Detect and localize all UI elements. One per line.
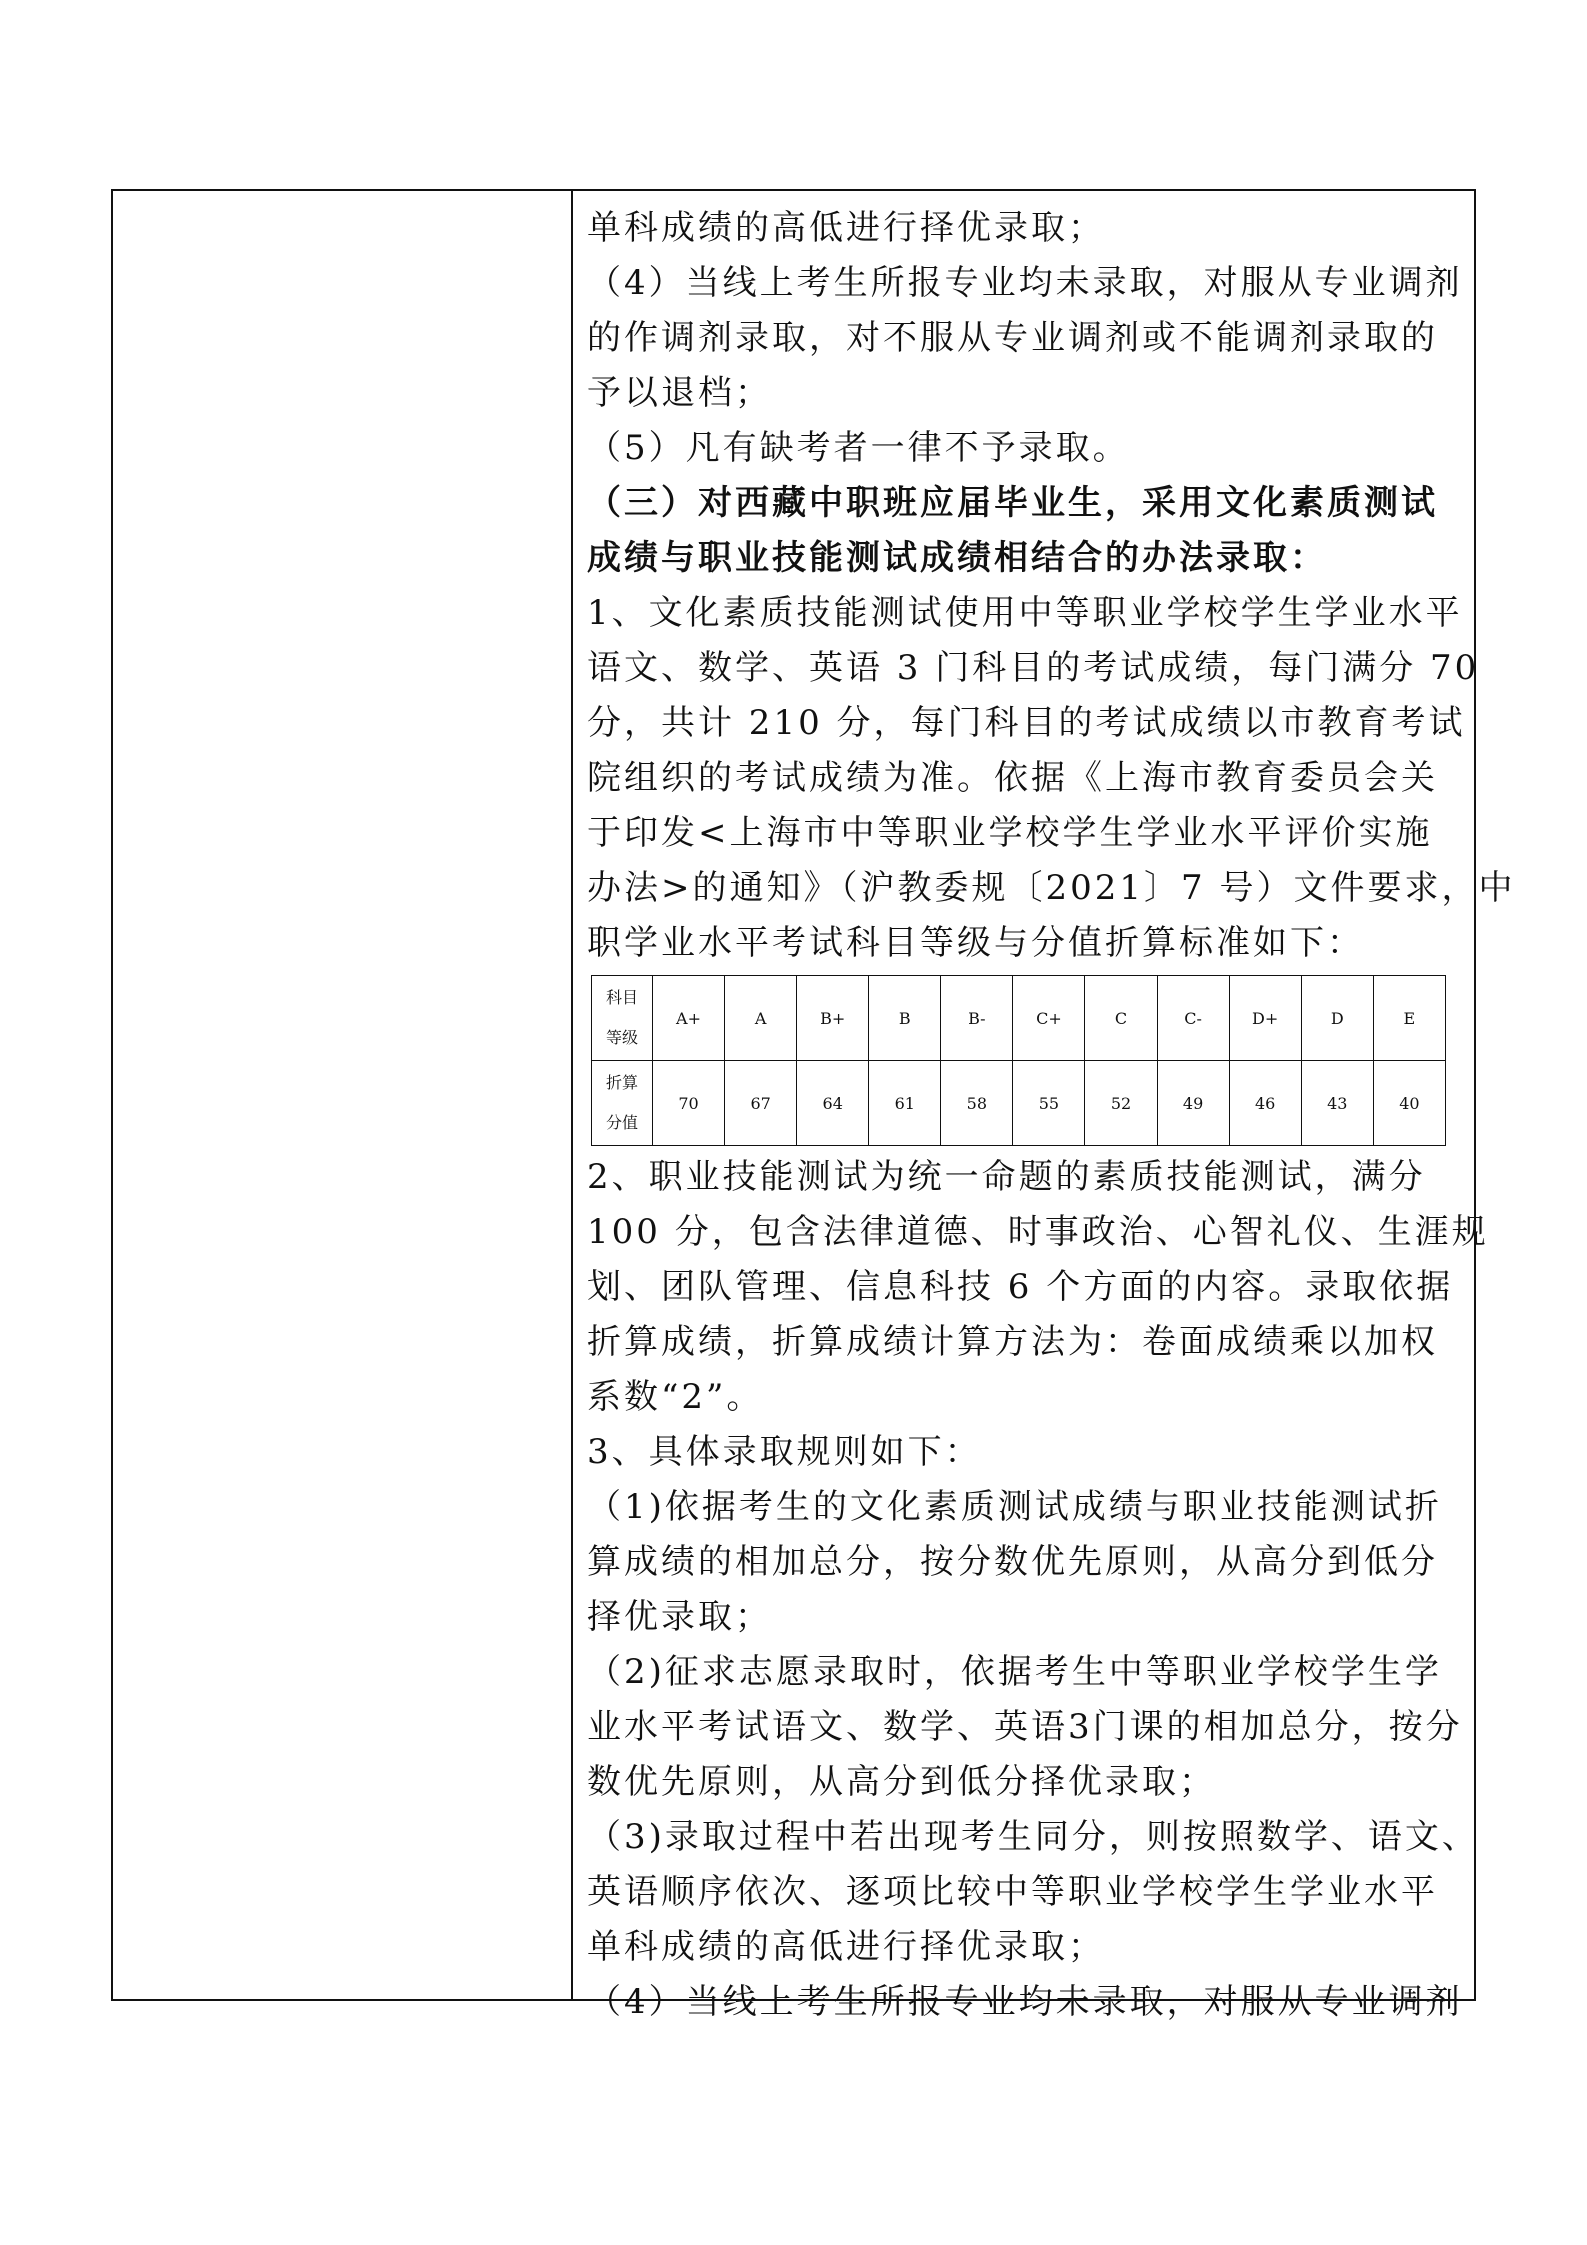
text-line: 分，共计 210 分，每门科目的考试成绩以市教育考试 [587, 703, 1466, 743]
grade-cell: C [1085, 976, 1157, 1061]
grade-row [592, 976, 1446, 1061]
text-line: 系数“2”。 [587, 1377, 764, 1417]
score-cell: 61 [869, 1061, 941, 1146]
paragraphs-top [587, 201, 1516, 971]
grade-cell: D [1301, 976, 1373, 1061]
text-line: （2)征求志愿录取时，依据考生中等职业学校学生学 [587, 1652, 1442, 1692]
text-line: 语文、数学、英语 3 门科目的考试成绩，每门满分 70 [587, 648, 1480, 688]
score-row [592, 1061, 1446, 1146]
score-cell: 55 [1013, 1061, 1085, 1146]
text-line: 算成绩的相加总分，按分数优先原则，从高分到低分 [587, 1542, 1438, 1582]
grade-cell: A [725, 976, 797, 1061]
grade-cell: C+ [1013, 976, 1085, 1061]
score-cell: 40 [1373, 1061, 1445, 1146]
text-line: 予以退档； [587, 373, 772, 413]
grade-row-header [592, 976, 653, 1061]
text-line: 100 分，包含法律道德、时事政治、心智礼仪、生涯规 [587, 1212, 1489, 1252]
text-line: （三）对西藏中职班应届毕业生，采用文化素质测试 [587, 483, 1438, 523]
text-line: （3)录取过程中若出现考生同分，则按照数学、语文、 [587, 1817, 1479, 1857]
grade-cell: B- [941, 976, 1013, 1061]
text-line: （5）凡有缺考者一律不予录取。 [587, 428, 1130, 468]
text-line: 职学业水平考试科目等级与分值折算标准如下： [587, 923, 1364, 963]
text-line: 于印发<上海市中等职业学校学生学业水平评价实施 [587, 813, 1433, 853]
score-row-header-line: 折算 [605, 1073, 638, 1092]
grade-cell: B [869, 976, 941, 1061]
grade-row-header-line: 等级 [605, 1028, 638, 1047]
text-line: 数优先原则，从高分到低分择优录取； [587, 1762, 1216, 1802]
left-empty-cell [113, 191, 573, 1999]
grade-cell: D+ [1229, 976, 1301, 1061]
score-row-header [592, 1061, 653, 1146]
score-cell: 58 [941, 1061, 1013, 1146]
grade-cell: C- [1157, 976, 1229, 1061]
text-line: 成绩与职业技能测试成绩相结合的办法录取： [587, 538, 1327, 578]
right-content-cell [573, 191, 1516, 2022]
score-row-header-line: 分值 [605, 1113, 638, 1132]
text-line: 单科成绩的高低进行择优录取； [587, 1927, 1105, 1967]
grade-cell: E [1373, 976, 1445, 1061]
text-line: （1)依据考生的文化素质测试成绩与职业技能测试折 [587, 1487, 1442, 1527]
score-cell: 64 [797, 1061, 869, 1146]
score-cell: 70 [653, 1061, 725, 1146]
text-line: 划、团队管理、信息科技 6 个方面的内容。录取依据 [587, 1267, 1454, 1307]
score-cell: 49 [1157, 1061, 1229, 1146]
text-line: 2、职业技能测试为统一命题的素质技能测试，满分 [587, 1157, 1426, 1197]
score-cell: 43 [1301, 1061, 1373, 1146]
text-line: 英语顺序依次、逐项比较中等职业学校学生学业水平 [587, 1872, 1438, 1912]
grade-cell: B+ [797, 976, 869, 1061]
grade-conversion-table [591, 975, 1446, 1146]
paragraphs-bottom [587, 1150, 1489, 2030]
text-line: 1、文化素质技能测试使用中等职业学校学生学业水平 [587, 593, 1463, 633]
text-line: 折算成绩，折算成绩计算方法为：卷面成绩乘以加权 [587, 1322, 1438, 1362]
document-table [111, 189, 1516, 2022]
text-line: 择优录取； [587, 1597, 772, 1637]
text-line: 单科成绩的高低进行择优录取； [587, 208, 1105, 248]
score-cell: 67 [725, 1061, 797, 1146]
text-line: （4）当线上考生所报专业均未录取，对服从专业调剂 [587, 1982, 1463, 2022]
text-line: 业水平考试语文、数学、英语3门课的相加总分，按分 [587, 1707, 1463, 1747]
text-line: （4）当线上考生所报专业均未录取，对服从专业调剂 [587, 263, 1463, 303]
text-line: 办法>的通知》（沪教委规〔2021〕7 号）文件要求，中 [587, 868, 1516, 908]
grade-row-header-line: 科目 [605, 988, 638, 1007]
score-cell: 52 [1085, 1061, 1157, 1146]
score-cell: 46 [1229, 1061, 1301, 1146]
text-line: 院组织的考试成绩为准。依据《上海市教育委员会关 [587, 758, 1438, 798]
text-line: 的作调剂录取，对不服从专业调剂或不能调剂录取的 [587, 318, 1438, 358]
text-line: 3、具体录取规则如下： [587, 1432, 982, 1472]
grade-cell: A+ [653, 976, 725, 1061]
